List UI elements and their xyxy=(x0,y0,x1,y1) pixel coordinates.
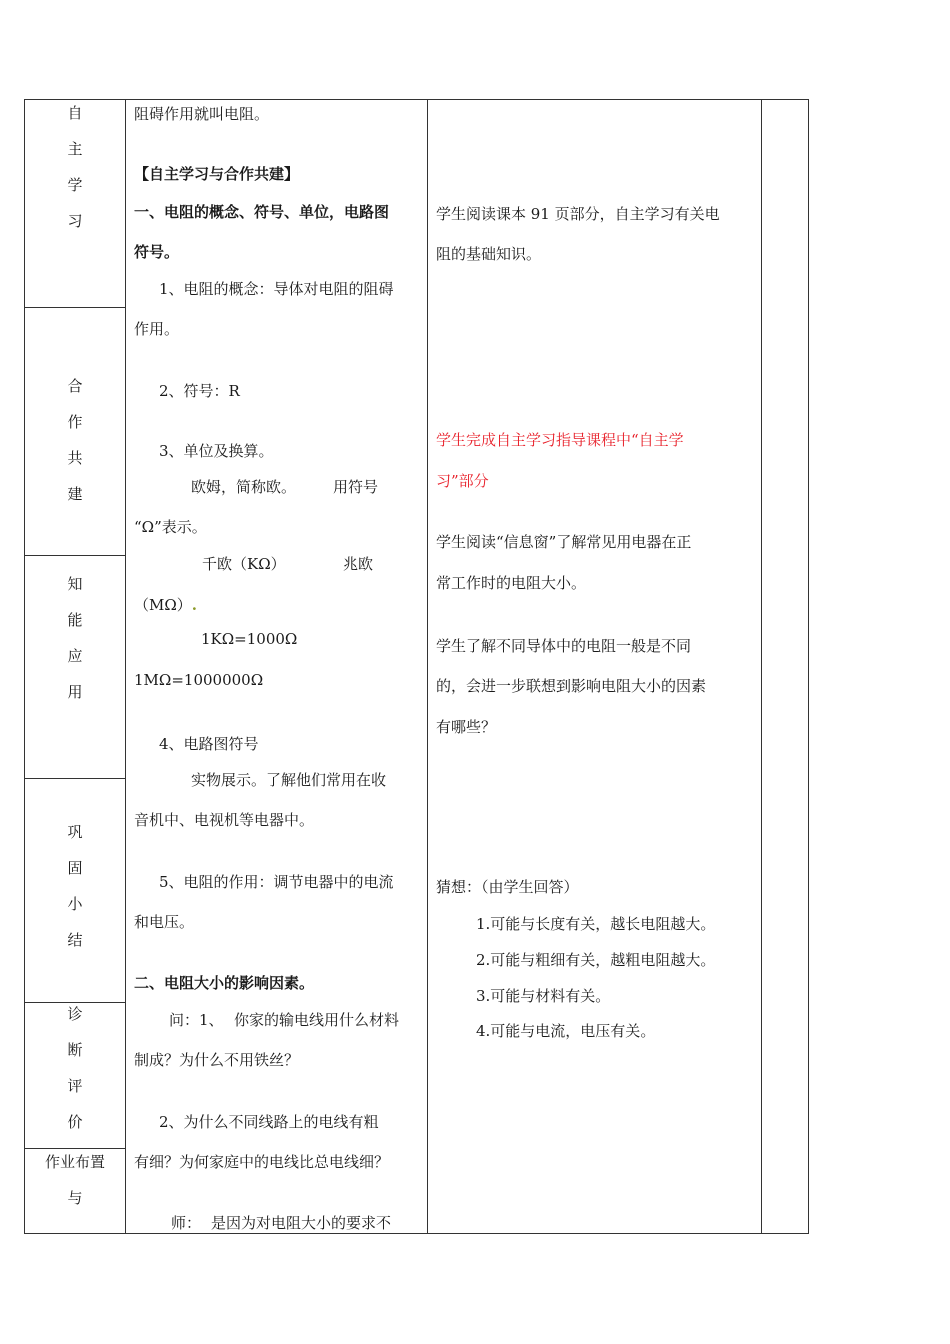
content-line: 制成？为什么不用铁丝？ xyxy=(134,1051,300,1069)
content-line: 2、为什么不同线路上的电线有粗 xyxy=(159,1113,379,1131)
student-line: 的，会进一步联想到影响电阻大小的因素 xyxy=(436,677,707,695)
content-line: “Ω”表示。 xyxy=(134,518,207,536)
content-line: 千欧（KΩ） xyxy=(202,555,286,573)
content-line: 有细？为何家庭中的电线比总电线细？ xyxy=(134,1153,390,1171)
content-line: 实物展示。了解他们常用在收 xyxy=(191,771,387,789)
part1-title: 符号。 xyxy=(134,243,180,261)
content-line: 用符号 xyxy=(333,478,379,496)
content-line: 兆欧 xyxy=(343,555,374,573)
content-line: 问：1、 xyxy=(169,1011,224,1029)
row-divider xyxy=(25,307,125,308)
section-label-gonggu: 巩 固 小 结 xyxy=(67,823,83,949)
section-label-hezuo: 合 作 共 建 xyxy=(67,377,83,503)
content-line: 音机中、电视机等电器中。 xyxy=(134,811,315,829)
row-divider xyxy=(25,555,125,556)
student-line: 学生阅读“信息窗”了解常见用电器在正 xyxy=(436,533,692,551)
guess-title: 猜想：（由学生回答） xyxy=(436,878,579,896)
section-label-zizhu: 自 主 学 习 xyxy=(67,104,83,230)
lesson-plan-table xyxy=(24,99,809,1234)
content-line: 作用。 xyxy=(134,320,180,338)
content-line: 师： xyxy=(171,1214,202,1232)
content-line: 阻碍作用就叫电阻。 xyxy=(134,105,270,123)
content-line: （MΩ）. xyxy=(134,596,198,614)
student-line: 阻的基础知识。 xyxy=(436,245,542,263)
student-line: 常工作时的电阻大小。 xyxy=(436,574,587,592)
section-label-zhenduan: 诊 断 评 价 xyxy=(67,1005,83,1131)
student-line-highlight: 习”部分 xyxy=(436,472,489,490)
content-line: 你家的输电线用什么材料 xyxy=(234,1011,400,1029)
student-line: 学生了解不同导体中的电阻一般是不同 xyxy=(436,637,692,655)
guess-item: 2.可能与粗细有关，越粗电阻越大。 xyxy=(476,951,716,969)
content-line: 5、电阻的作用：调节电器中的电流 xyxy=(159,873,394,891)
student-line: 有哪些？ xyxy=(436,718,497,736)
content-line: 1KΩ=1000Ω xyxy=(201,630,298,648)
content-line: 2、符号：R xyxy=(159,382,240,400)
part1-title: 一、电阻的概念、符号、单位，电路图 xyxy=(134,203,390,221)
guess-item: 3.可能与材料有关。 xyxy=(476,987,611,1005)
student-line-highlight: 学生完成自主学习指导课程中“自主学 xyxy=(436,431,684,449)
content-line: 3、单位及换算。 xyxy=(159,442,274,460)
content-line: 1、电阻的概念：导体对电阻的阻碍 xyxy=(159,280,394,298)
part2-title: 二、电阻大小的影响因素。 xyxy=(134,974,315,992)
content-line: 欧姆，简称欧。 xyxy=(191,478,297,496)
section-heading: 【自主学习与合作共建】 xyxy=(134,165,300,183)
section-label-zhineng: 知 能 应 用 xyxy=(67,575,83,701)
guess-item: 1.可能与长度有关，越长电阻越大。 xyxy=(476,915,716,933)
guess-item: 4.可能与电流，电压有关。 xyxy=(476,1022,656,1040)
content-line: 是因为对电阻大小的要求不 xyxy=(211,1214,392,1232)
content-line: 和电压。 xyxy=(134,913,195,931)
column-divider xyxy=(761,100,762,1233)
section-label-zuoye: 作业布置 与 xyxy=(44,1153,105,1207)
content-line: 4、电路图符号 xyxy=(159,735,259,753)
column-divider xyxy=(125,100,126,1233)
row-divider xyxy=(25,778,125,779)
column-divider xyxy=(427,100,428,1233)
student-line: 学生阅读课本 91 页部分，自主学习有关电 xyxy=(436,205,720,223)
content-line: 1MΩ=1000000Ω xyxy=(134,671,264,689)
